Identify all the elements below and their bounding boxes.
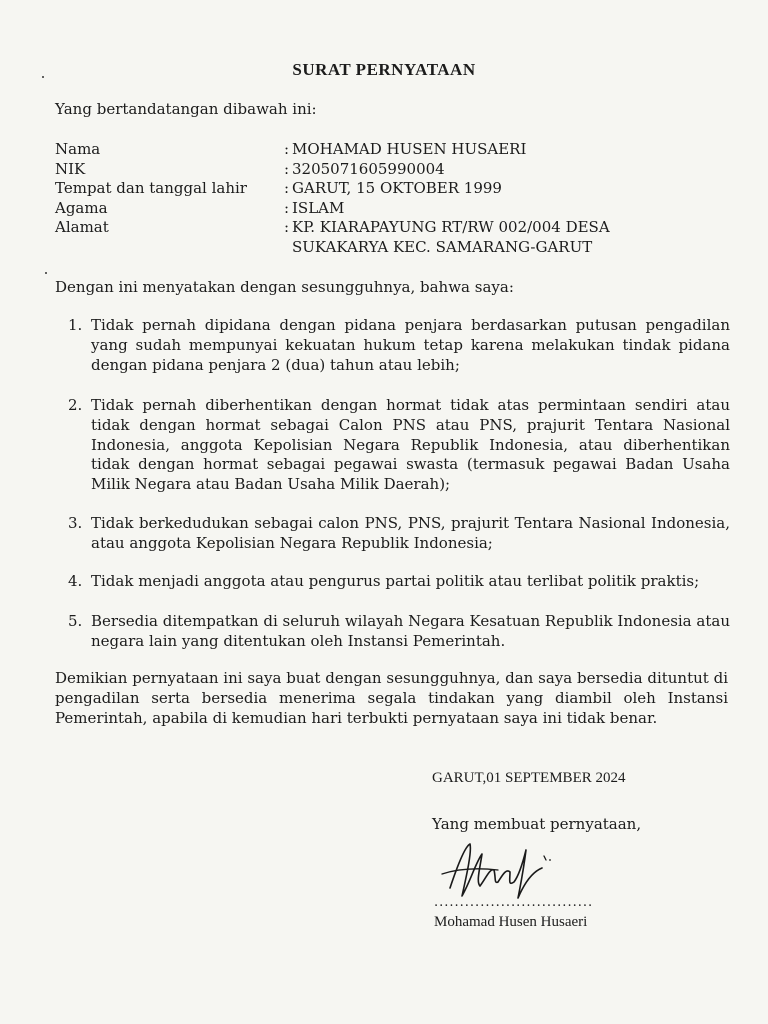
identity-label: Alamat xyxy=(55,218,109,236)
identity-label: NIK xyxy=(55,159,86,178)
document-title: SURAT PERNYATAAN xyxy=(292,60,476,79)
intro-text: Yang bertandatangan dibawah ini: xyxy=(55,100,317,118)
list-item xyxy=(55,572,699,592)
identity-colon: : xyxy=(284,140,290,158)
signer-name: Mohamad Husen Husaeri xyxy=(434,914,588,930)
identity-row-name xyxy=(55,140,632,160)
signature-label: Yang membuat pernyataan, xyxy=(432,815,642,833)
place-date: GARUT,01 SEPTEMBER 2024 xyxy=(432,770,626,786)
identity-label: Agama xyxy=(55,198,108,217)
identity-value: 3205071605990004 xyxy=(292,159,445,178)
statement-text: Dengan ini menyatakan dengan sesungguhnya, bahwa saya: xyxy=(55,278,514,296)
identity-colon: : xyxy=(284,198,290,217)
identity-colon: : xyxy=(284,218,290,236)
identity-block xyxy=(55,140,632,257)
identity-row-religion xyxy=(55,199,632,219)
list-text: Tidak menjadi anggota atau pengurus partai politik atau terlibat politik praktis; xyxy=(91,572,700,590)
identity-row-birth xyxy=(55,179,632,199)
list-number: 3. xyxy=(68,514,83,532)
scan-speck xyxy=(45,272,47,274)
list-text: Tidak pernah diberhentikan dengan hormat tidak atas permintaan sendiri atau tidak dengan hormat sebagai Calon PNS atau PNS, prajurit Tentara Nasional Indonesia, anggota Kepolisian Negara Republik Indonesia, atau diberhentikan tidak dengan hormat sebagai pegawai swasta (termasuk pegawai Badan Usaha Milik Negara atau Badan Usaha Milik Daerah); xyxy=(91,396,730,494)
closing-paragraph: Demikian pernyataan ini saya buat dengan sesungguhnya, dan saya bersedia dituntut di pengadilan serta bersedia menerima segala tindakan yang diambil oleh Instansi Pemerintah, apabila di kemudian hari terbukti pernyataan saya ini tidak benar. xyxy=(55,669,728,727)
identity-label: Tempat dan tanggal lahir xyxy=(55,179,247,197)
list-number: 1. xyxy=(68,316,83,334)
identity-value: KP. KIARAPAYUNG RT/RW 002/004 DESA SUKAKARYA KEC. SAMARANG-GARUT xyxy=(292,218,610,256)
identity-value: ISLAM xyxy=(292,198,345,217)
identity-value: GARUT, 15 OKTOBER 1999 xyxy=(292,179,502,197)
list-item xyxy=(55,316,730,375)
identity-row-nik xyxy=(55,160,632,180)
identity-row-address xyxy=(55,218,632,257)
list-item xyxy=(55,396,730,495)
identity-colon: : xyxy=(284,179,290,197)
list-text: Tidak pernah dipidana dengan pidana penjara berdasarkan putusan pengadilan yang sudah mempunyai kekuatan hukum tetap karena melakukan tindak pidana dengan pidana penjara 2 (dua) tahun atau lebih; xyxy=(91,316,730,374)
list-item xyxy=(55,514,730,554)
list-text: Tidak berkedudukan sebagai calon PNS, PNS, prajurit Tentara Nasional Indonesia, atau anggota Kepolisian Negara Republik Indonesia; xyxy=(91,514,730,552)
list-item xyxy=(55,612,730,652)
list-number: 4. xyxy=(68,572,83,590)
identity-label: Nama xyxy=(55,140,101,158)
identity-colon: : xyxy=(284,159,290,178)
list-number: 5. xyxy=(68,612,83,630)
list-text: Bersedia ditempatkan di seluruh wilayah Negara Kesatuan Republik Indonesia atau negara lain yang ditentukan oleh Instansi Pemerintah. xyxy=(91,612,730,650)
identity-value: MOHAMAD HUSEN HUSAERI xyxy=(292,140,527,158)
signature-line: ............................... xyxy=(434,895,594,910)
list-number: 2. xyxy=(68,396,83,414)
